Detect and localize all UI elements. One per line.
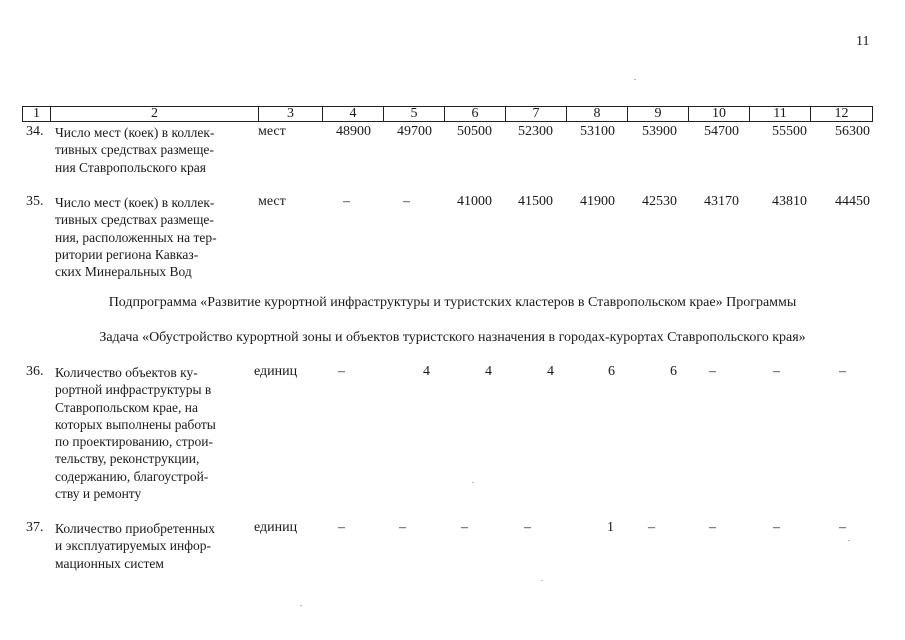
value-cell: 43170 bbox=[704, 194, 739, 209]
column-header: 9 bbox=[628, 107, 689, 122]
value-cell: – bbox=[773, 364, 780, 379]
column-header: 12 bbox=[811, 107, 873, 122]
value-cell: 56300 bbox=[835, 124, 870, 139]
indicator-name-line: и эксплуатируемых инфор- bbox=[55, 538, 211, 554]
scan-speck bbox=[541, 580, 543, 581]
scan-speck bbox=[472, 482, 474, 483]
indicator-name-line: ству и ремонту bbox=[55, 486, 142, 502]
value-cell: – bbox=[709, 364, 716, 379]
scan-speck bbox=[848, 540, 850, 541]
indicator-name-line: Ставропольском крае, на bbox=[55, 399, 198, 415]
value-cell: 6 bbox=[608, 364, 615, 379]
indicator-name bbox=[55, 124, 240, 176]
value-cell: 43810 bbox=[772, 194, 807, 209]
indicator-name-line: Число мест (коек) в коллек- bbox=[55, 125, 215, 140]
indicator-name bbox=[55, 194, 240, 280]
value-cell: – bbox=[839, 520, 846, 535]
value-cell: 44450 bbox=[835, 194, 870, 209]
value-cell: 54700 bbox=[704, 124, 739, 139]
value-cell: 1 bbox=[607, 520, 614, 535]
scan-speck bbox=[634, 79, 636, 80]
value-cell: – bbox=[524, 520, 531, 535]
unit: мест bbox=[258, 194, 286, 209]
value-cell: – bbox=[403, 194, 410, 209]
value-cell: 41500 bbox=[518, 194, 553, 209]
task-heading: Задача «Обустройство курортной зоны и объектов туристского назначения в городах-курортах Ставропольского края» bbox=[99, 330, 806, 345]
indicator-name-line: ритории региона Кавказ- bbox=[55, 246, 199, 262]
value-cell: 53100 bbox=[580, 124, 615, 139]
column-header: 1 bbox=[23, 107, 51, 122]
row-number: 36. bbox=[26, 364, 44, 379]
value-cell: – bbox=[343, 194, 350, 209]
value-cell: 49700 bbox=[397, 124, 432, 139]
row-number: 35. bbox=[26, 194, 44, 209]
scan-speck bbox=[300, 605, 302, 606]
value-cell: – bbox=[338, 364, 345, 379]
indicator-name-line: Число мест (коек) в коллек- bbox=[55, 195, 215, 210]
value-cell: 48900 bbox=[336, 124, 371, 139]
indicator-name-line: ния, расположенных на тер- bbox=[55, 229, 217, 245]
value-cell: 4 bbox=[547, 364, 554, 379]
indicator-name-line: содержанию, благоустрой- bbox=[55, 468, 209, 484]
column-header: 11 bbox=[750, 107, 811, 122]
value-cell: 41000 bbox=[457, 194, 492, 209]
row-number: 37. bbox=[26, 520, 44, 535]
value-cell: – bbox=[839, 364, 846, 379]
value-cell: 52300 bbox=[518, 124, 553, 139]
value-cell: 4 bbox=[423, 364, 430, 379]
indicator-name-line: мационных систем bbox=[55, 555, 164, 571]
value-cell: – bbox=[773, 520, 780, 535]
value-cell: – bbox=[709, 520, 716, 535]
value-cell: – bbox=[648, 520, 655, 535]
indicator-name-line: по проектированию, строи- bbox=[55, 434, 213, 450]
value-cell: – bbox=[399, 520, 406, 535]
column-header-table bbox=[22, 106, 873, 122]
indicator-name-line: тивных средствах размеще- bbox=[55, 142, 214, 158]
indicator-name bbox=[55, 520, 241, 572]
column-header: 7 bbox=[506, 107, 567, 122]
column-header: 2 bbox=[51, 107, 259, 122]
unit: единиц bbox=[254, 520, 298, 535]
column-header: 4 bbox=[323, 107, 384, 122]
unit: мест bbox=[258, 124, 286, 139]
column-header: 3 bbox=[259, 107, 323, 122]
indicator-name-line: тельству, реконструкции, bbox=[55, 451, 200, 467]
indicator-name-line: тивных средствах размеще- bbox=[55, 212, 214, 228]
page-number: 11 bbox=[856, 34, 870, 49]
column-header: 10 bbox=[689, 107, 750, 122]
value-cell: – bbox=[338, 520, 345, 535]
unit: единиц bbox=[254, 364, 298, 379]
value-cell: 50500 bbox=[457, 124, 492, 139]
subprogram-heading: Подпрограмма «Развитие курортной инфраструктуры и туристских кластеров в Ставропольском крае» Программы bbox=[108, 295, 797, 310]
row-number: 34. bbox=[26, 124, 44, 139]
indicator-name-line: Количество объектов ку- bbox=[55, 365, 198, 380]
indicator-name-line: ских Минеральных Вод bbox=[55, 264, 192, 280]
indicator-name-line: ния Ставропольского края bbox=[55, 159, 206, 175]
column-header: 5 bbox=[384, 107, 445, 122]
value-cell: 4 bbox=[485, 364, 492, 379]
indicator-name-line: Количество приобретенных bbox=[55, 521, 216, 536]
indicator-name bbox=[55, 364, 241, 502]
value-cell: 41900 bbox=[580, 194, 615, 209]
value-cell: – bbox=[461, 520, 468, 535]
indicator-name-line: которых выполнены работы bbox=[55, 416, 216, 432]
column-header: 6 bbox=[445, 107, 506, 122]
value-cell: 53900 bbox=[642, 124, 677, 139]
value-cell: 42530 bbox=[642, 194, 677, 209]
value-cell: 6 bbox=[670, 364, 677, 379]
value-cell: 55500 bbox=[772, 124, 807, 139]
column-header: 8 bbox=[567, 107, 628, 122]
indicator-name-line: рортной инфраструктуры в bbox=[55, 382, 212, 398]
